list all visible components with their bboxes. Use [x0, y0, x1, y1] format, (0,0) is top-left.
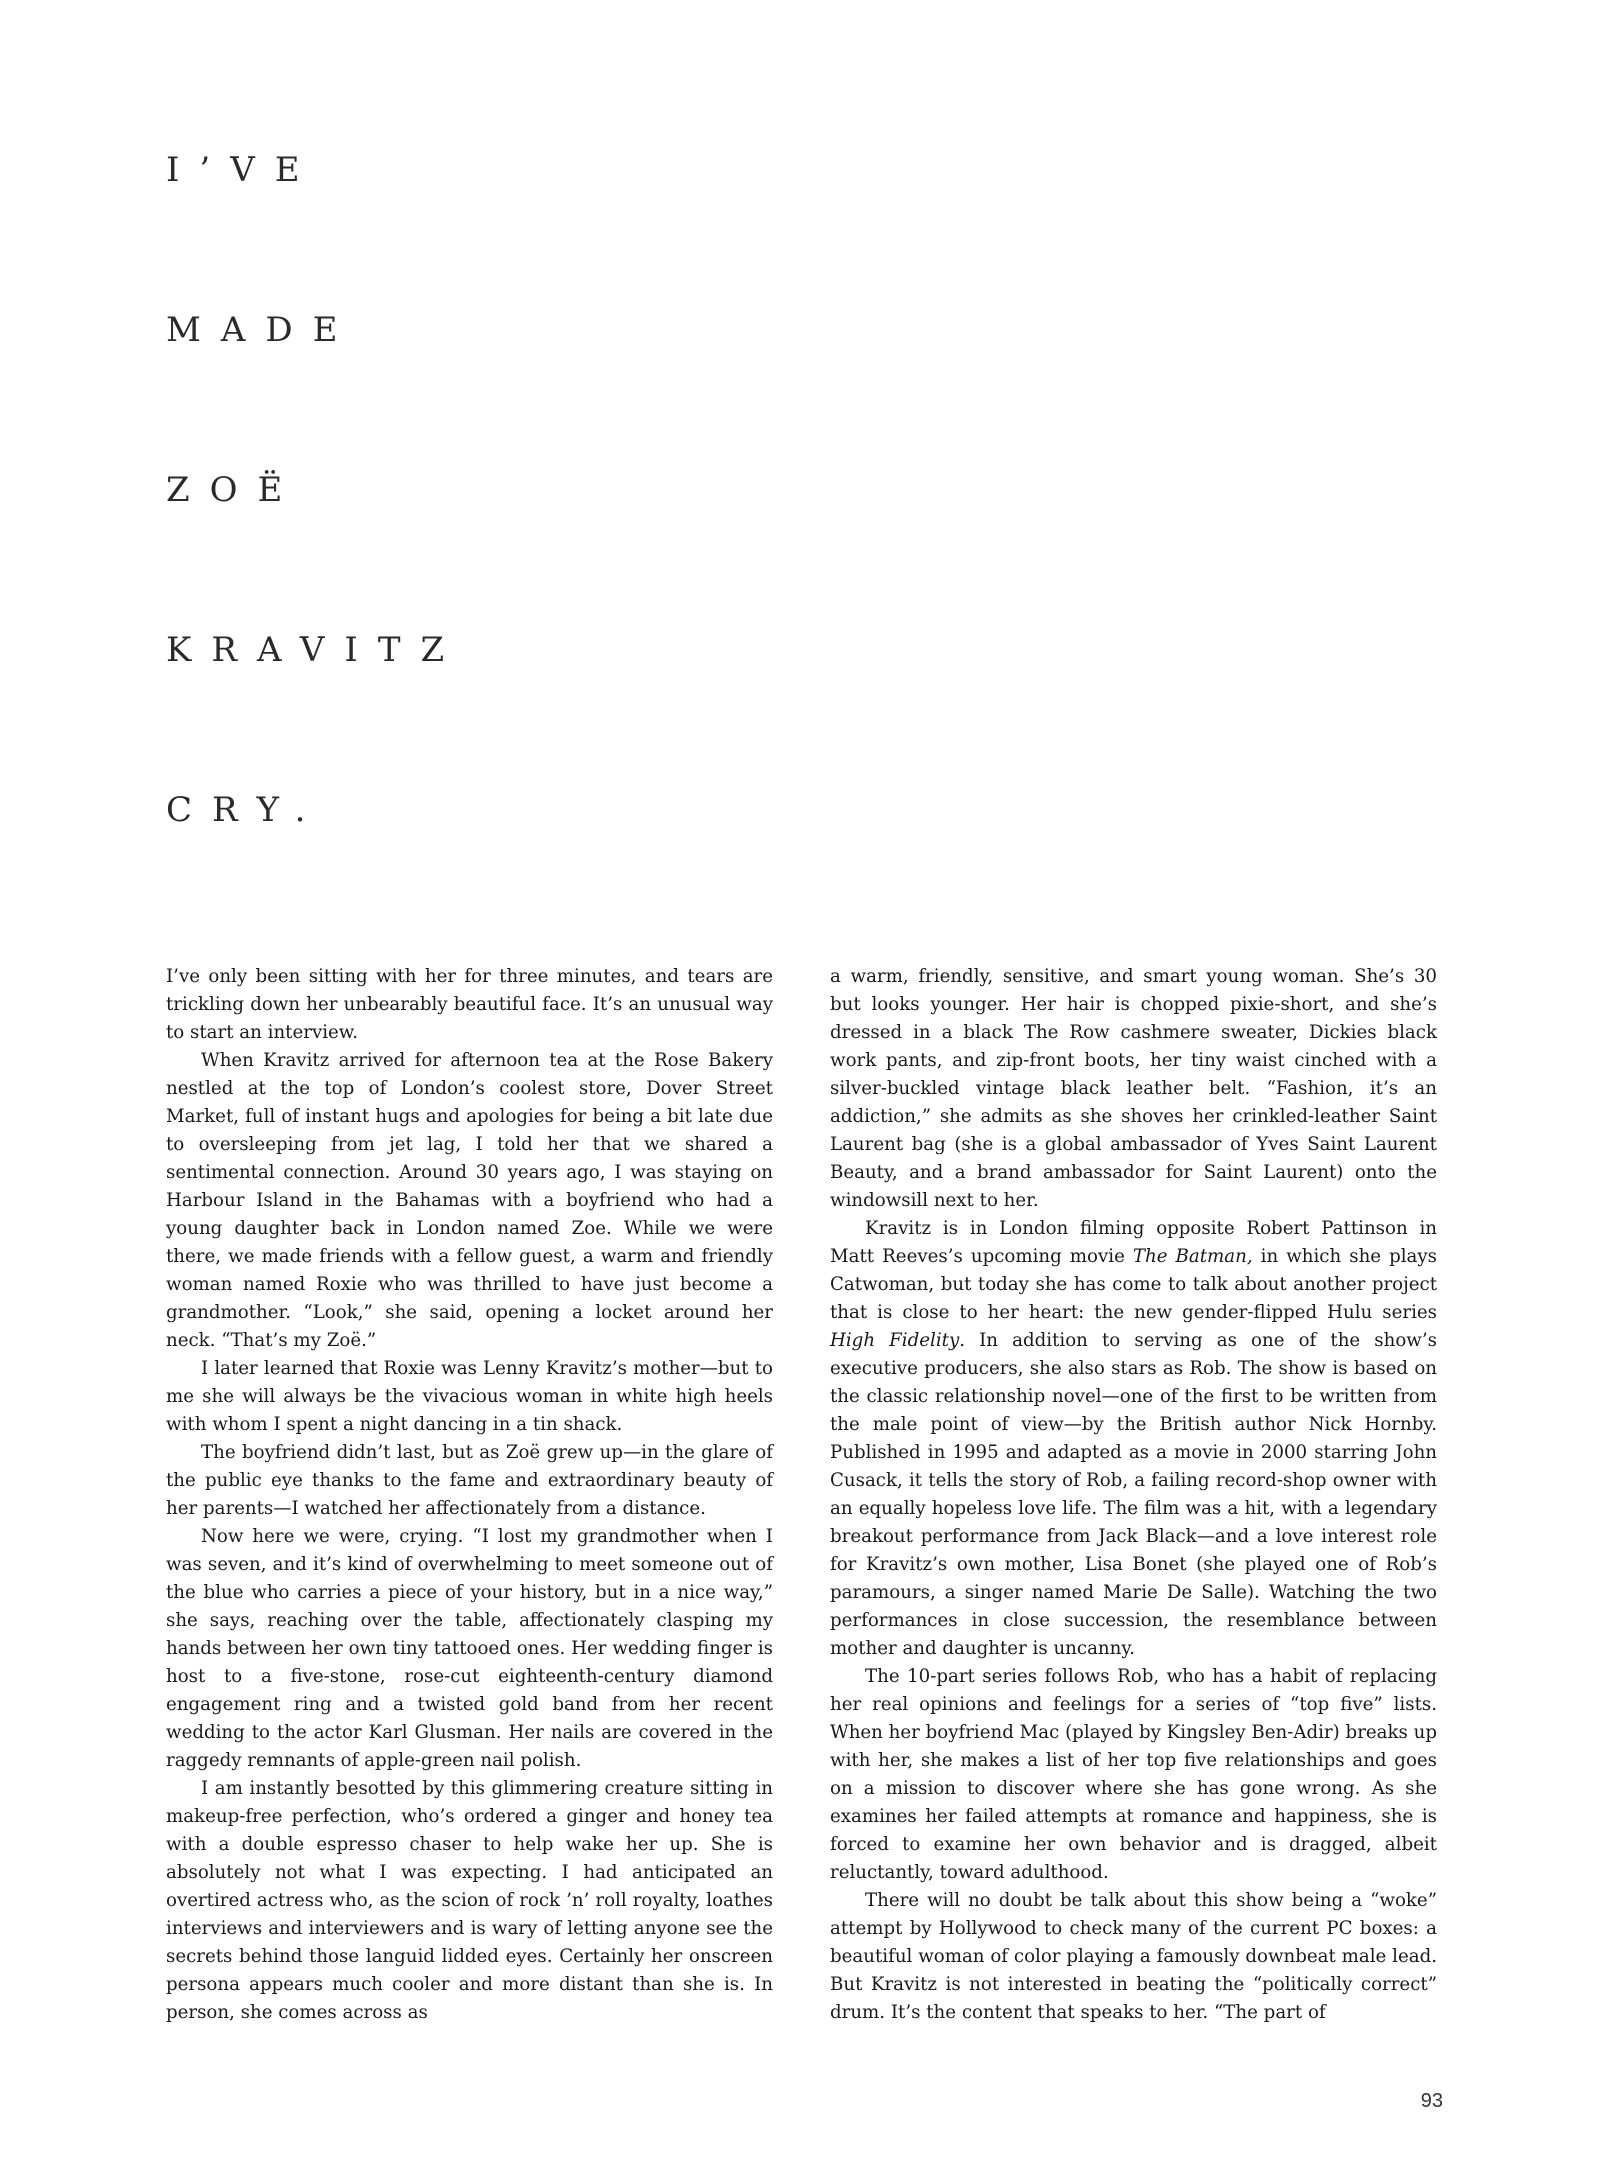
text-run: Kravitz is in London filming opposite Robert Pattinson in Matt Reeves’s upcoming movie — [830, 1218, 1437, 1267]
paragraph: a warm, friendly, sensitive, and smart young woman. She’s 30 but looks younger. Her hair is chopped pixie-short, and she’s dressed in a black The Row cashmere sweater, Dickies black work pants, and zip-front boots, her tiny waist cinched with a silver-buckled vintage black leather belt. “Fashion, it’s an addiction,” she admits as she shoves her crinkled-leather Saint Laurent bag (she is a global ambassador of Yves Saint Laurent Beauty, and a brand ambassador for Saint Laurent) onto the windowsill next to her. — [830, 966, 1437, 1211]
headline-line-4: KRAVITZ — [166, 630, 465, 670]
paragraph: Now here we were, crying. “I lost my grandmother when I was seven, and it’s kind of overwhelming to meet someone out of the blue who carries a piece of your history, but in a nice way,” she says, reaching over the table, affectionately clasping my hands between her own tiny tattooed ones. Her wedding finger is host to a five-stone, rose-cut eighteenth-century diamond engagement ring and a twisted gold band from her recent wedding to the actor Karl Glusman. Her nails are covered in the raggedy remnants of apple-green nail polish. — [166, 1526, 773, 1771]
headline-line-2: MADE — [166, 310, 358, 350]
paragraph: The 10-part series follows Rob, who has a habit of replacing her real opinions and feelings for a series of “top five” lists. When her boyfriend Mac (played by Kingsley Ben-Adir) breaks up with her, she makes a list of her top five relationships and goes on a mission to discover where she has gone wrong. As she examines her failed attempts at romance and happiness, she is forced to examine her own behavior and is dragged, albeit reluctantly, toward adulthood. — [830, 1666, 1437, 1883]
series-title: High Fidelity — [830, 1330, 960, 1351]
paragraph: I am instantly besotted by this glimmering creature sitting in makeup-free perfection, who’s ordered a ginger and honey tea with a double espresso chaser to help wake her up. She is absolutely not what I was expecting. I had anticipated an overtired actress who, as the scion of rock ’n’ roll royalty, loathes interviews and interviewers and is wary of letting anyone see the secrets behind those languid lidded eyes. Certainly her onscreen persona appears much cooler and more distant than she is. In person, she comes across as — [166, 1778, 773, 2023]
headline-line-1: I’VE — [166, 150, 320, 190]
headline-line-5: CRY. — [166, 790, 326, 830]
paragraph: I’ve only been sitting with her for three minutes, and tears are trickling down her unbearably beautiful face. It’s an unusual way to start an interview. — [166, 966, 773, 1043]
paragraph: The boyfriend didn’t last, but as Zoë grew up—in the glare of the public eye thanks to the fame and extraordinary beauty of her parents—I watched her affectionately from a distance. — [166, 1442, 773, 1519]
page-number: 93 — [1420, 2090, 1443, 2112]
article-left-column — [166, 963, 773, 2027]
text-run: . In addition to serving as one of the show’s executive producers, she also stars as Rob. The show is based on the classic relationship novel—one of the first to be written from the male point of view—by the British author Nick Hornby. Published in 1995 and adapted as a movie in 2000 starring John Cusack, it tells the story of Rob, a failing record-shop owner with an equally hopeless love life. The film was a hit, with a legendary breakout performance from Jack Black—and a love interest role for Kravitz’s own mother, Lisa Bonet (she played one of Rob’s paramours, a singer named Marie De Salle). Watching the two performances in close succession, the resemblance between mother and daughter is uncanny. — [830, 1330, 1437, 1659]
text-run: in which she plays Catwoman, but today she has come to talk about another project that is close to her heart: the new gender-flipped Hulu series — [830, 1246, 1437, 1323]
paragraph: I later learned that Roxie was Lenny Kravitz’s mother—but to me she will always be the vivacious woman in white high heels with whom I spent a night dancing in a tin shack. — [166, 1358, 773, 1435]
movie-title: The Batman, — [1132, 1246, 1253, 1267]
paragraph: There will no doubt be talk about this show being a “woke” attempt by Hollywood to check many of the current PC boxes: a beautiful woman of color playing a famously downbeat male lead. But Kravitz is not interested in beating the “politically correct” drum. It’s the content that speaks to her. “The part of — [830, 1890, 1437, 2023]
headline — [166, 150, 464, 950]
paragraph: When Kravitz arrived for afternoon tea at the Rose Bakery nestled at the top of London’s coolest store, Dover Street Market, full of instant hugs and apologies for being a bit late due to oversleeping from jet lag, I told her that we shared a sentimental connection. Around 30 years ago, I was staying on Harbour Island in the Bahamas with a boyfriend who had a young daughter back in London named Zoe. While we were there, we made friends with a fellow guest, a warm and friendly woman named Roxie who was thrilled to have just become a grandmother. “Look,” she said, opening a locket around her neck. “That’s my Zoë.” — [166, 1050, 773, 1351]
article-right-column — [830, 963, 1437, 2027]
headline-line-3: ZOË — [166, 470, 303, 510]
paragraph — [830, 1215, 1437, 1663]
